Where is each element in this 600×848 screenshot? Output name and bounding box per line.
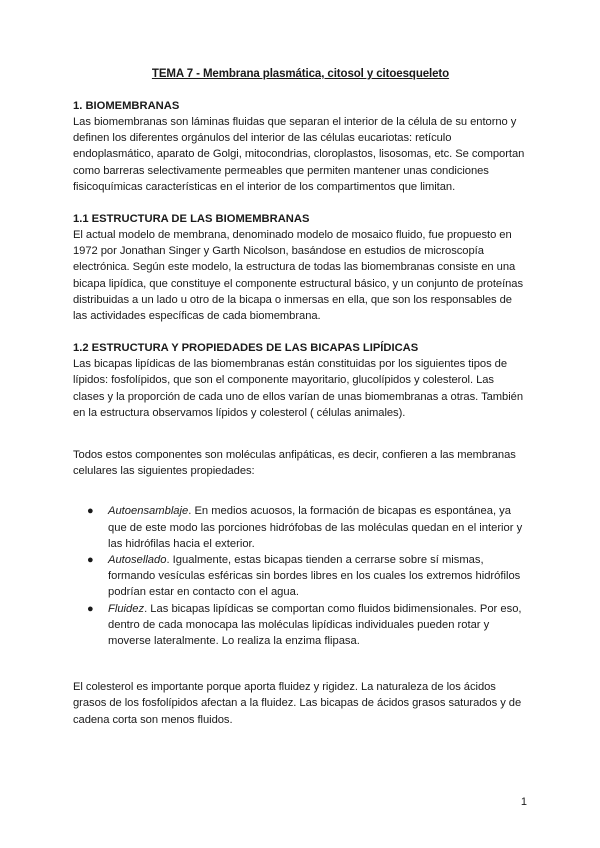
properties-list: [73, 503, 528, 649]
page-number: 1: [520, 796, 527, 808]
bullet-icon: ●: [87, 602, 94, 615]
section-paragraph: El actual modelo de membrana, denominado modelo de mosaico fluido, fue propuesto en 1972 por Jonathan Singer y Garth Nicolson, basándose en estudios de microscopía electrónica. Según este modelo, la estructura de todas las biomembranas consiste en una bicapa lipídica, que constituye el componente estructural básico, y un conjunto de proteínas distribuidas a un lado u otro de la bicapa o inmersas en ella, que son los responsables de las actividades específicas de cada biomembrana.: [73, 229, 524, 323]
document-title: TEMA 7 - Membrana plasmática, citosol y citoesqueleto: [151, 68, 450, 80]
document-page: [73, 68, 528, 728]
properties-intro: Todos estos componentes son moléculas anfipáticas, es decir, confieren a las membranas celulares las siguientes propiedades:: [73, 449, 516, 478]
section-paragraph: Las bicapas lipídicas de las biomembranas están constituidas por los siguientes tipos de lípidos: fosfolípidos, que son el componente mayoritario, glucolípidos y colesterol. Las clases y la proporción de cada uno de ellos varían de unas biomembranas a otras. También en la estructura observamos lípidos y colesterol ( células animales).: [73, 358, 523, 419]
section-heading: 1. BIOMEMBRANAS: [73, 100, 180, 112]
bullet-icon: ●: [87, 505, 94, 518]
section-heading: 1.1 ESTRUCTURA DE LAS BIOMEMBRANAS: [73, 213, 310, 226]
section-estructura: [73, 211, 528, 324]
list-item: [73, 552, 528, 601]
property-term: Autosellado: [108, 554, 167, 567]
property-description: . En medios acuosos, la formación de bicapas es espontánea, ya que de este modo las porciones hidrófobas de las moléculas quedan en el interior y las hidrófilas hacia el exterior.: [108, 505, 523, 550]
bullet-icon: ●: [87, 554, 94, 567]
list-item: [73, 503, 528, 552]
property-description: . Las bicapas lipídicas se comportan como fluidos bidimensionales. Por eso, dentro de cada monocapa las moléculas lipídicas individuales pueden rotar y moverse lateralmente. Lo realiza la enzima flipasa.: [108, 602, 522, 648]
property-description: . Igualmente, estas bicapas tienden a cerrarse sobre sí mismas, formando vesículas esféricas sin bordes libres en los cuales los extremos hidrófilos podrían estar en contacto con el agua.: [108, 554, 521, 599]
list-item: [73, 601, 528, 650]
section-paragraph: Las biomembranas son láminas fluidas que separan el interior de la célula de su entorno y definen los diferentes orgánulos del interior de las células eucariotas: retículo endoplasmático, aparato de Golgi, mitocondrias, cloroplastos, lisosomas, etc. Se comportan como barreras selectivamente permeables que permiten mantener unas condiciones fisicoquímicas características en el interior de los compartimentos que limitan.: [73, 116, 525, 193]
property-term: Fluidez: [108, 602, 145, 615]
property-term: Autoensamblaje: [108, 505, 189, 518]
section-bicapas: [73, 340, 528, 728]
section-heading: 1.2 ESTRUCTURA Y PROPIEDADES DE LAS BICAPAS LIPÍDICAS: [73, 342, 419, 355]
closing-paragraph: El colesterol es importante porque aporta fluidez y rigidez. La naturaleza de los ácidos grasos de los fosfolípidos afectan a la fluidez. Las bicapas de ácidos grasos saturados y de cadena corta son menos fluidos.: [73, 681, 522, 726]
section-biomembranas: [73, 98, 528, 195]
